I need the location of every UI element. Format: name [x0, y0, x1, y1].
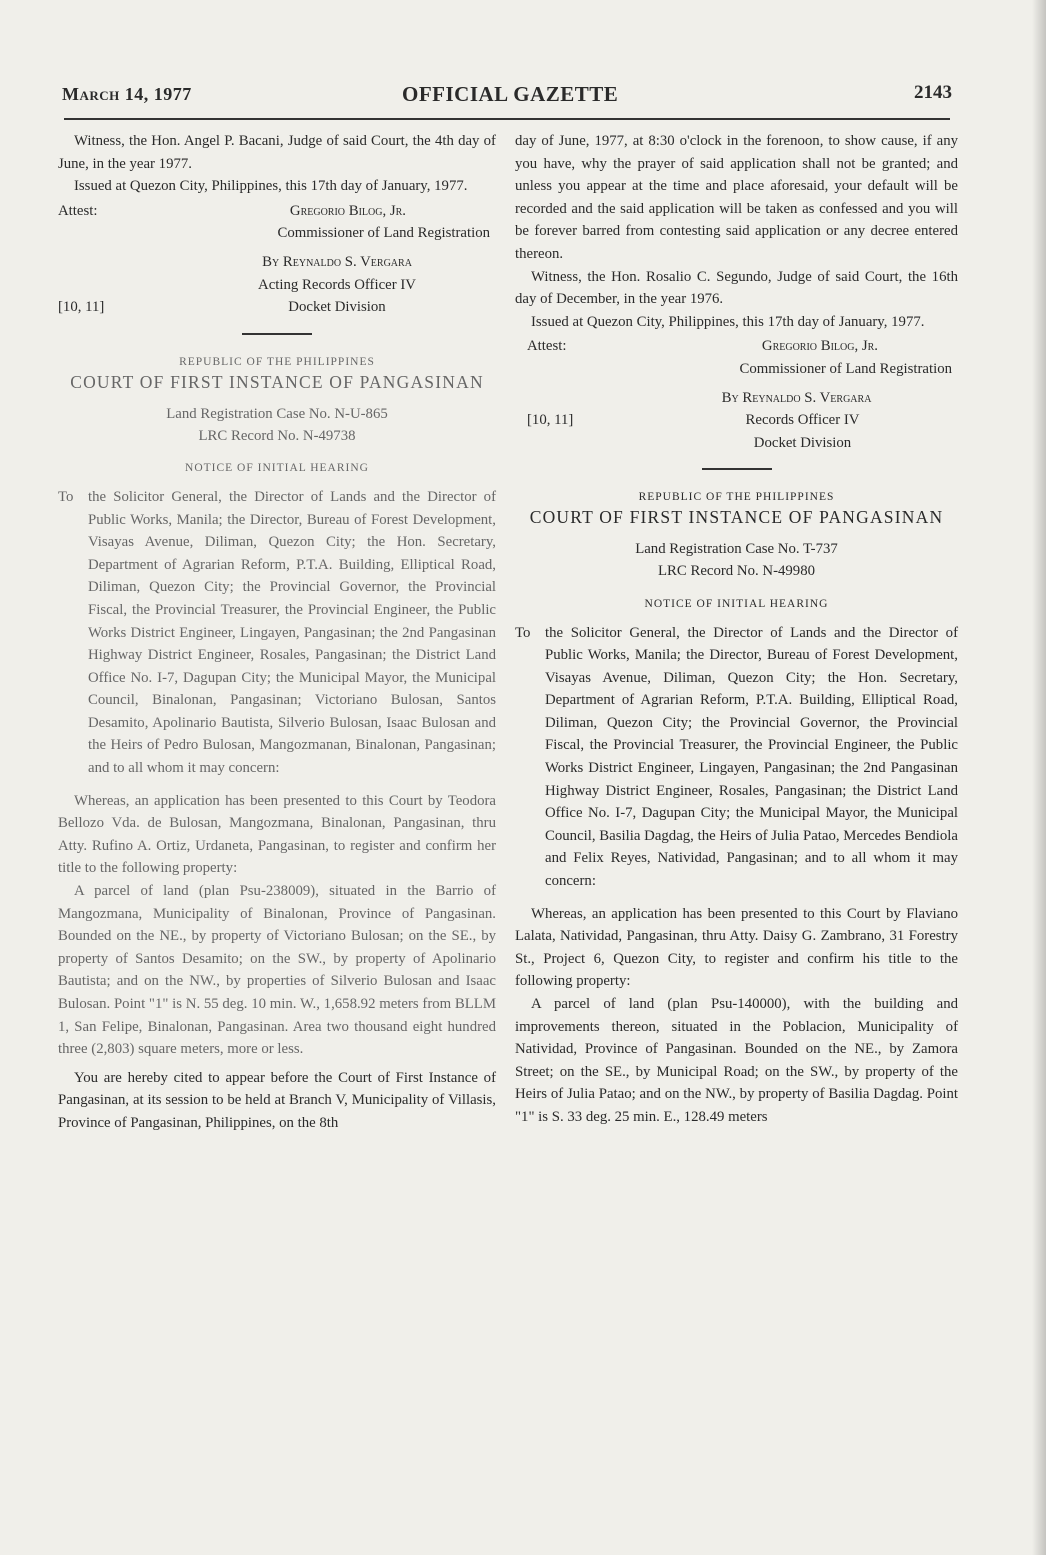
- by-title: Acting Records Officer IV: [258, 276, 416, 293]
- docket-division: Docket Division: [753, 434, 852, 451]
- notice-heading: NOTICE OF INITIAL HEARING: [644, 597, 829, 610]
- issued-paragraph: Issued at Quezon City, Philippines, this 17th day of January, 1977.: [74, 178, 468, 195]
- signatory-title: Commissioner of Land Registration: [739, 360, 952, 377]
- lrc-record: LRC Record No. N-49980: [658, 563, 815, 580]
- continuation-paragraph: day of June, 1977, at 8:30 o'clock in the forenoon, to show cause, if any you have, why the prayer of said application shall not be granted; and unless you appear at the time and place aforesaid, your default will be recorded and the said application will be taken as confessed and you will be forever barred from contesting said application or any decree entered thereon.: [515, 133, 958, 262]
- whereas-paragraph: Whereas, an application has been presented to this Court by Teodora Bellozo Vda. de Bulosan, Mangozmana, Binalonan, Pangasinan, thru Atty. Rufino A. Ortiz, Urdaneta, Pangasinan, to register and confirm her title to the following property:: [58, 792, 496, 877]
- cited-paragraph: You are hereby cited to appear before the Court of First Instance of Pangasinan, at its session to be held at Branch V, Municipality of Villasis, Province of Pangasinan, Philippines, on the 8th: [58, 1069, 496, 1131]
- to-label: To: [58, 488, 74, 505]
- page-header: [62, 76, 952, 116]
- addressee-text: the Solicitor General, the Director of Lands and the Director of Public Works, Manila; the Director, Bureau of Forest Development, Visayas Avenue, Diliman, Quezon City; the Hon. Secretary, Department of Agrarian Reform, P.T.A. Building, Elliptical Road, Diliman, Quezon City; the Provincial Governor, the Provincial Fiscal, the Provincial Treasurer, the Provincial Engineer, the Public Works District Engineer, Lingayen, Pangasinan; the 2nd Pangasinan Highway District Engineer, Rosales, Pangasinan; the District Land Office No. I-7, Dagupan City; the Municipal Mayor, the Municipal Council, Basilia Dagdag, the Heirs of Julia Patao, Mercedes Bendiola and Felix Reyes, Natividad, Pangasinan; and to all whom it may concern:: [545, 624, 958, 890]
- page-number: 2143: [914, 82, 952, 103]
- right-column: [515, 130, 958, 1129]
- court-heading: COURT OF FIRST INSTANCE OF PANGASINAN: [70, 371, 484, 392]
- lrc-record: LRC Record No. N-49738: [198, 427, 356, 444]
- signatory-title: Commissioner of Land Registration: [277, 225, 490, 242]
- attest-block: [58, 200, 496, 223]
- signatory-name: Gregorio Bilog, Jr.: [289, 202, 406, 219]
- by-line: By Reynaldo S. Vergara: [262, 253, 412, 270]
- docket-signature: [178, 274, 496, 319]
- by-line: By Reynaldo S. Vergara: [721, 389, 872, 406]
- republic-heading: REPUBLIC OF THE PHILIPPINES: [179, 355, 375, 368]
- attest-label: Attest:: [58, 202, 98, 219]
- case-number: Land Registration Case No. N-U-865: [166, 405, 388, 422]
- parcel-paragraph: A parcel of land (plan Psu-140000), with the building and improvements thereon, situated in the Poblacion, Municipality of Natividad, Province of Pangasinan. Bounded on the NE., by Zamora Street; on the SE., by Municipal Road; on the SW., by property of the Heirs of Julia Patao; and on the NW., by property of Basilia Dagdag. Point "1" is S. 33 deg. 25 min. E., 128.49 meters: [515, 996, 958, 1125]
- signatory-name: Gregorio Bilog, Jr.: [761, 338, 878, 355]
- docket-code: [10, 11]: [58, 298, 105, 315]
- parcel-paragraph: A parcel of land (plan Psu-238009), situated in the Barrio of Mangozmana, Municipality of Binalonan, Province of Pangasinan. Bounded on the NE., by property of Victoriano Bulosan; on the SE., by property of Santos Desamito; on the SW., by property of Apolinario Bautista; and on the NW., by properties of Silverio Bulosan and Isaac Bulosan. Point "1" is N. 55 deg. 10 min. W., 1,658.92 meters from BLLM 1, San Felipe, Binalonan, Pangasinan. Area two thousand eight hundred three (2,803) square meters, more or less.: [58, 883, 496, 1058]
- docket-signature: [647, 409, 958, 454]
- witness-paragraph: Witness, the Hon. Rosalio C. Segundo, Judge of said Court, the 16th day of December, in the year 1976.: [515, 268, 958, 308]
- by-title: Records Officer IV: [745, 412, 860, 429]
- republic-heading: REPUBLIC OF THE PHILIPPINES: [638, 491, 835, 504]
- witness-paragraph: Witness, the Hon. Angel P. Bacani, Judge of said Court, the 4th day of June, in the year 1977.: [58, 133, 496, 172]
- docket-division: Docket Division: [288, 299, 386, 316]
- addressee-text: the Solicitor General, the Director of Lands and the Director of Public Works, Manila; the Director, Bureau of Forest Development, Visayas Avenue, Diliman, Quezon City; the Hon. Secretary, Department of Agrarian Reform, P.T.A. Building, Elliptical Road, Diliman, Quezon City; the Provincial Governor, the Provincial Fiscal, the Provincial Treasurer, the Provincial Engineer, the Public Works District Engineer, Lingayen, Pangasinan; the 2nd Pangasinan Highway District Engineer, Rosales, Pangasinan; the District Land Office No. I-7, Dagupan City; the Municipal Mayor, the Municipal Council, Binalonan, Pangasinan; Victoriano Bulosan, Santos Desamito, Apolinario Bautista, Silverio Bulosan, Isaac Bulosan and the Heirs of Pedro Bulosan, Mangozmanan, Binalonan, Pangasinan; and to all whom it may concern:: [88, 488, 496, 777]
- section-divider: [242, 333, 312, 335]
- addressee-block: [58, 486, 496, 780]
- docket-row: [515, 409, 958, 454]
- issued-paragraph: Issued at Quezon City, Philippines, this 17th day of January, 1977.: [531, 313, 925, 330]
- to-label: To: [515, 624, 531, 641]
- attest-block: [515, 335, 958, 358]
- attest-label: Attest:: [527, 338, 567, 355]
- docket-code: [10, 11]: [527, 412, 574, 429]
- whereas-paragraph: Whereas, an application has been presented to this Court by Flaviano Lalata, Natividad, Pangasinan, thru Atty. Daisy G. Zambrano, 31 Forestry St., Project 6, Quezon City, to register and confirm his title to the following property:: [515, 905, 958, 990]
- case-number: Land Registration Case No. T-737: [635, 541, 838, 558]
- docket-row: [58, 274, 496, 319]
- issue-date: March 14, 1977: [62, 84, 192, 104]
- notice-heading: NOTICE OF INITIAL HEARING: [185, 462, 369, 475]
- section-divider: [702, 468, 772, 470]
- addressee-block: [515, 622, 958, 893]
- page-edge-shadow: [1032, 0, 1046, 1555]
- header-rule: [64, 118, 950, 120]
- left-column: [58, 130, 496, 1135]
- publication-title: OFFICIAL GAZETTE: [402, 82, 619, 106]
- court-heading: COURT OF FIRST INSTANCE OF PANGASINAN: [529, 507, 944, 528]
